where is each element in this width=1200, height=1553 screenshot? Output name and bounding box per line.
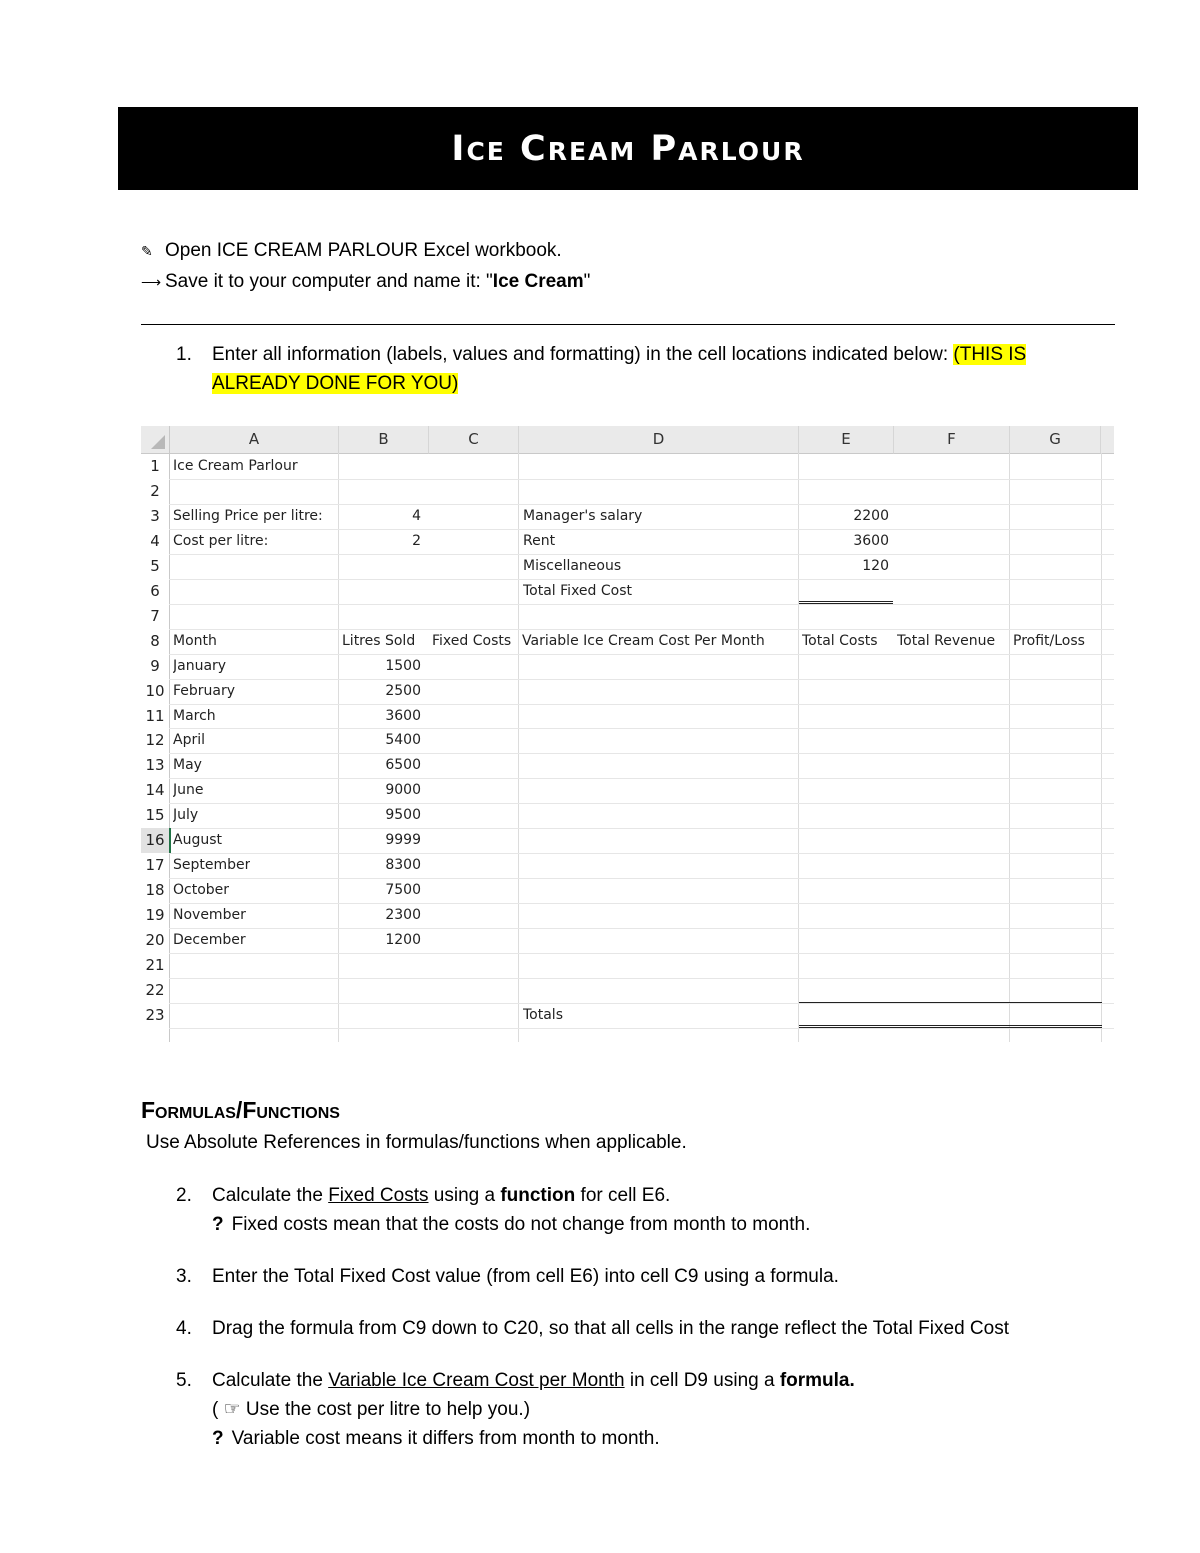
row-header-9: 9 (150, 656, 160, 675)
cell-litres-sold: 2500 (385, 682, 421, 699)
cell-litres-sold: 6500 (385, 757, 421, 774)
cell-month: December (173, 932, 246, 949)
cell-d4: Rent (523, 533, 556, 549)
cell-litres-sold: 9000 (385, 782, 421, 799)
totals-top-border (799, 1002, 1102, 1003)
cell-e3: 2200 (853, 508, 889, 524)
cell-month: August (173, 832, 222, 849)
cell-month: July (173, 807, 199, 824)
cell-litres-sold: 2300 (385, 907, 421, 924)
cell-month: February (173, 682, 236, 699)
cell-month: June (173, 782, 204, 799)
cell-b4: 2 (412, 533, 421, 549)
row-header-20: 20 (145, 931, 165, 950)
column-header-f: F (894, 426, 1010, 454)
cell-e8: Total Costs (802, 633, 878, 649)
cell-a4: Cost per litre: (173, 533, 269, 549)
cell-d5: Miscellaneous (523, 558, 622, 574)
folder-open-icon: ✎ (141, 243, 153, 259)
cell-d3: Manager's salary (523, 508, 643, 524)
highlight-done: (THIS IS (953, 344, 1027, 365)
cell-month: January (173, 657, 227, 674)
cell-month: October (173, 882, 230, 899)
row-header-2: 2 (150, 481, 160, 500)
row-header-1: 1 (150, 457, 160, 475)
cell-litres-sold: 9999 (385, 832, 421, 849)
row-header-11: 11 (145, 706, 165, 725)
row-header-19: 19 (145, 906, 165, 925)
cell-litres-sold: 3600 (385, 707, 421, 724)
cell-d6: Total Fixed Cost (523, 583, 632, 599)
cell-e5: 120 (862, 558, 889, 574)
cell-a8: Month (173, 633, 217, 649)
column-header-e: E (799, 426, 894, 454)
question-mark-icon: ? (212, 1428, 224, 1449)
section-title: Formulas/Functions (141, 1097, 340, 1123)
column-header-d: D (519, 426, 799, 454)
row-header-6: 6 (150, 581, 160, 600)
column-header-a: A (170, 426, 339, 454)
column-header-c: C (429, 426, 519, 454)
title-banner (118, 107, 1138, 190)
row-header-8: 8 (150, 631, 160, 650)
cell-month: May (173, 757, 202, 774)
row-header-15: 15 (145, 806, 165, 825)
save-arrow-icon: ⟶ (141, 274, 162, 290)
variable-cost-term: Variable Ice Cream Cost per Month (328, 1370, 625, 1391)
row-header-16: 16 (141, 828, 171, 853)
cell-month: November (173, 907, 246, 924)
column-header-b: B (339, 426, 429, 454)
cell-month: September (173, 857, 251, 874)
cell-litres-sold: 1200 (385, 932, 421, 949)
spreadsheet (141, 426, 1114, 1042)
pointing-hand-icon: ☞ (223, 1399, 241, 1420)
select-all-corner (141, 426, 170, 454)
intro-line-open: ✎ Open ICE CREAM PARLOUR Excel workbook. (141, 240, 562, 261)
cell-e4: 3600 (853, 533, 889, 549)
question-mark-icon: ? (212, 1214, 224, 1235)
page-title: Ice Cream Parlour (451, 128, 805, 169)
cell-c8: Fixed Costs (432, 633, 512, 649)
row-header-7: 7 (150, 606, 160, 625)
cell-litres-sold: 1500 (385, 657, 421, 674)
cell-litres-sold: 5400 (385, 732, 421, 749)
row-header-5: 5 (150, 556, 160, 575)
row-header-23: 23 (145, 1005, 165, 1024)
column-header-g: G (1010, 426, 1101, 454)
cell-a1: Ice Cream Parlour (173, 458, 298, 474)
absolute-ref-note: Use Absolute References in formulas/functions when applicable. (146, 1132, 687, 1153)
cell-d8: Variable Ice Cream Cost Per Month (522, 633, 765, 649)
cell-litres-sold: 9500 (385, 807, 421, 824)
row-header-18: 18 (145, 881, 165, 900)
divider (141, 324, 1115, 325)
cell-b3: 4 (412, 508, 421, 524)
fixed-costs-term: Fixed Costs (328, 1185, 429, 1206)
cell-b8: Litres Sold (342, 633, 416, 649)
cell-d23: Totals (523, 1007, 563, 1023)
cell-e6-double-border (799, 601, 893, 604)
row-header-13: 13 (145, 756, 165, 775)
cell-litres-sold: 8300 (385, 857, 421, 874)
row-header-12: 12 (145, 731, 165, 750)
row-header-4: 4 (150, 531, 160, 550)
row-header-22: 22 (145, 980, 165, 999)
cell-month: March (173, 707, 216, 724)
cell-f8: Total Revenue (897, 633, 996, 649)
row-header-17: 17 (145, 856, 165, 875)
row-header-14: 14 (145, 781, 165, 800)
cell-a3: Selling Price per litre: (173, 508, 323, 524)
highlight-done-2: ALREADY DONE FOR YOU) (212, 373, 459, 394)
cell-litres-sold: 7500 (385, 882, 421, 899)
cell-g8: Profit/Loss (1013, 633, 1085, 649)
row-header-10: 10 (145, 681, 165, 700)
totals-double-border (799, 1025, 1102, 1028)
intro-line-save: ⟶ Save it to your computer and name it: "Ice Cream" (141, 271, 591, 292)
row-header-3: 3 (150, 506, 160, 525)
cell-month: April (173, 732, 205, 749)
row-header-21: 21 (145, 956, 165, 974)
